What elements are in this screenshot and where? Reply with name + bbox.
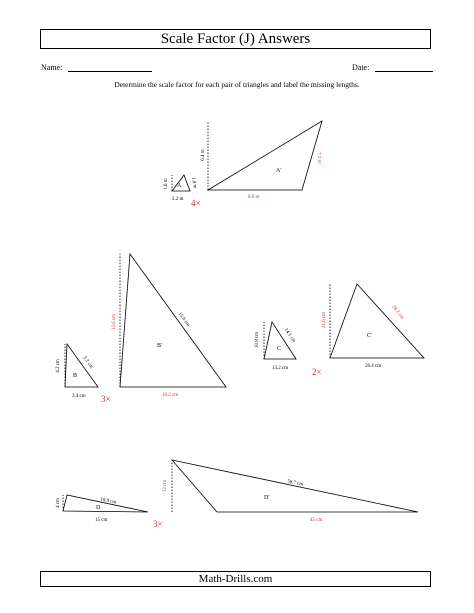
- triangle-d-prime-name: D': [264, 495, 270, 501]
- triangle-a-prime-name: A': [276, 168, 282, 174]
- label-d-prime-base: 45 cm: [310, 518, 323, 523]
- triangle-d-name: D: [96, 505, 101, 511]
- label-b-prime-base: 10.2 cm: [162, 393, 179, 398]
- label-a-prime-height: 6.4 m: [201, 149, 206, 161]
- triangle-a-prime: [208, 121, 322, 190]
- label-c-prime-height: 21.6 cm: [322, 311, 327, 329]
- scale-factor-d: 3×: [153, 519, 163, 529]
- triangle-b-prime: [120, 254, 226, 387]
- label-a-prime-base: 8.8 m: [248, 195, 260, 200]
- triangle-c-name: C: [277, 346, 282, 352]
- triangle-b-name: B: [73, 373, 78, 379]
- scale-factor-b: 3×: [101, 394, 111, 404]
- label-b-prime-side: 15.6 cm: [176, 311, 191, 328]
- label-a-height: 1.6 m: [164, 178, 169, 190]
- label-c-height: 10.8 cm: [255, 331, 260, 349]
- label-d-prime-height: 12 cm: [163, 479, 168, 493]
- label-b-base: 3.4 cm: [72, 394, 86, 399]
- triangle-b-prime-name: B': [157, 343, 163, 349]
- triangle-c-prime-name: C': [367, 333, 373, 339]
- label-c-side: 14.1 cm: [282, 327, 297, 344]
- label-c-prime-side: 28.2 cm: [390, 304, 405, 321]
- label-b-side: 5.2 cm: [81, 355, 94, 370]
- scale-factor-c: 2×: [312, 367, 322, 377]
- date-label: Date:: [352, 63, 370, 72]
- label-d-prime-side: 56.7 cm: [286, 479, 304, 488]
- instructions: Determine the scale factor for each pair of triangles and label the missing lengths.: [114, 80, 360, 89]
- name-label: Name:: [41, 63, 63, 72]
- label-d-base: 15 cm: [95, 518, 108, 523]
- footer-brand: Math-Drills.com: [40, 571, 431, 587]
- triangle-c-prime: [330, 284, 424, 358]
- label-a-base: 2.2 m: [172, 197, 184, 202]
- label-b-prime-height: 12.6 cm: [112, 313, 117, 331]
- label-a-prime-side: 7.2 m: [315, 152, 322, 164]
- label-b-height: 4.2 cm: [56, 359, 61, 373]
- label-d-height: 4 cm: [56, 498, 61, 508]
- worksheet-title: Scale Factor (J) Answers: [40, 29, 431, 49]
- scale-factor-a: 4×: [191, 198, 201, 208]
- label-c-base: 13.2 cm: [272, 366, 289, 371]
- label-d-side: 18.9 cm: [99, 497, 117, 506]
- triangle-a-name: A: [177, 183, 182, 189]
- label-c-prime-base: 26.4 cm: [365, 364, 382, 369]
- label-a-side: 1.8 m: [190, 176, 197, 189]
